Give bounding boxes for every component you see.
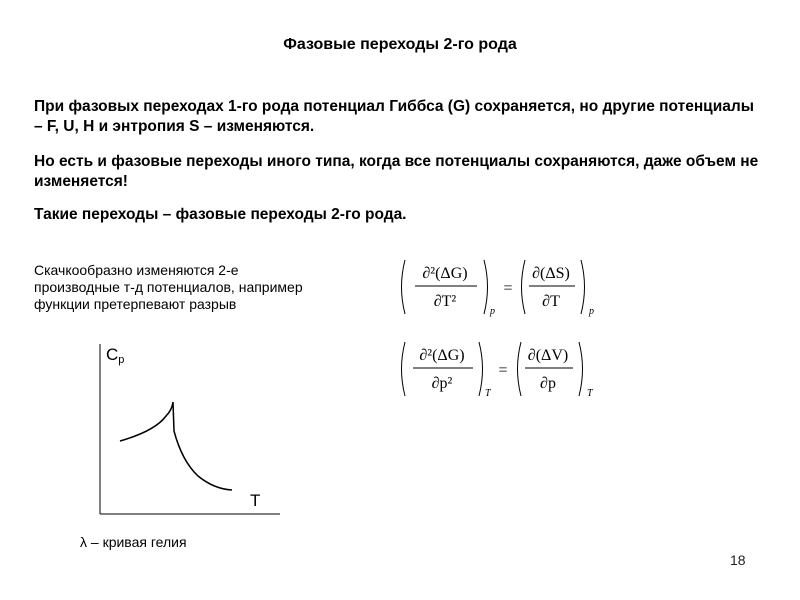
paren-left — [522, 260, 526, 314]
slide-title: Фазовые переходы 2-го рода — [283, 36, 517, 53]
rhs-subscript: T — [587, 388, 593, 399]
rhs-numerator: ∂(ΔV) — [527, 347, 569, 364]
lhs-denominator: ∂T² — [433, 293, 457, 310]
paren-left — [518, 342, 522, 396]
paragraph-other-type: Но есть и фазовые переходы иного типа, когда все потенциалы сохраняются, даже объем не изменяется! — [34, 153, 759, 190]
lhs-denominator: ∂p² — [431, 375, 453, 392]
page-number: 18 — [730, 552, 746, 568]
lambda-curve-graph — [90, 336, 290, 520]
lhs-numerator: ∂²(ΔG) — [422, 265, 468, 282]
graph-caption: λ – кривая гелия — [80, 534, 187, 550]
x-axis-label: T — [250, 491, 261, 510]
lhs-subscript: T — [485, 388, 491, 399]
paren-left — [402, 260, 406, 314]
lhs-subscript: p — [490, 306, 495, 317]
formula-volume — [397, 338, 607, 400]
y-axis-label: Cp — [106, 345, 125, 366]
paragraph-first-order: При фазовых переходах 1-го рода потенциал Гиббса (G) сохраняется, но другие потенциалы – F, U, H и энтропия S – изменяются. — [34, 98, 754, 135]
equals-sign: = — [503, 280, 513, 297]
paragraph-second-order: Такие переходы – фазовые переходы 2-го рода. — [34, 206, 407, 223]
paren-right — [579, 342, 583, 396]
rhs-denominator: ∂p — [540, 375, 556, 392]
paren-right — [484, 260, 488, 314]
lambda-curve — [120, 402, 232, 490]
paren-right — [479, 342, 483, 396]
rhs-numerator: ∂(ΔS) — [532, 265, 570, 282]
formula-entropy — [397, 256, 607, 318]
lhs-numerator: ∂²(ΔG) — [419, 347, 465, 364]
rhs-subscript: p — [589, 306, 594, 317]
equals-sign: = — [498, 362, 508, 379]
rhs-denominator: ∂T — [542, 293, 560, 310]
note-second-derivatives: Скачкообразно изменяются 2-е производные т-д потенциалов, например функции претерпевают разрыв — [34, 262, 303, 312]
paren-right — [581, 260, 585, 314]
paren-left — [402, 342, 406, 396]
